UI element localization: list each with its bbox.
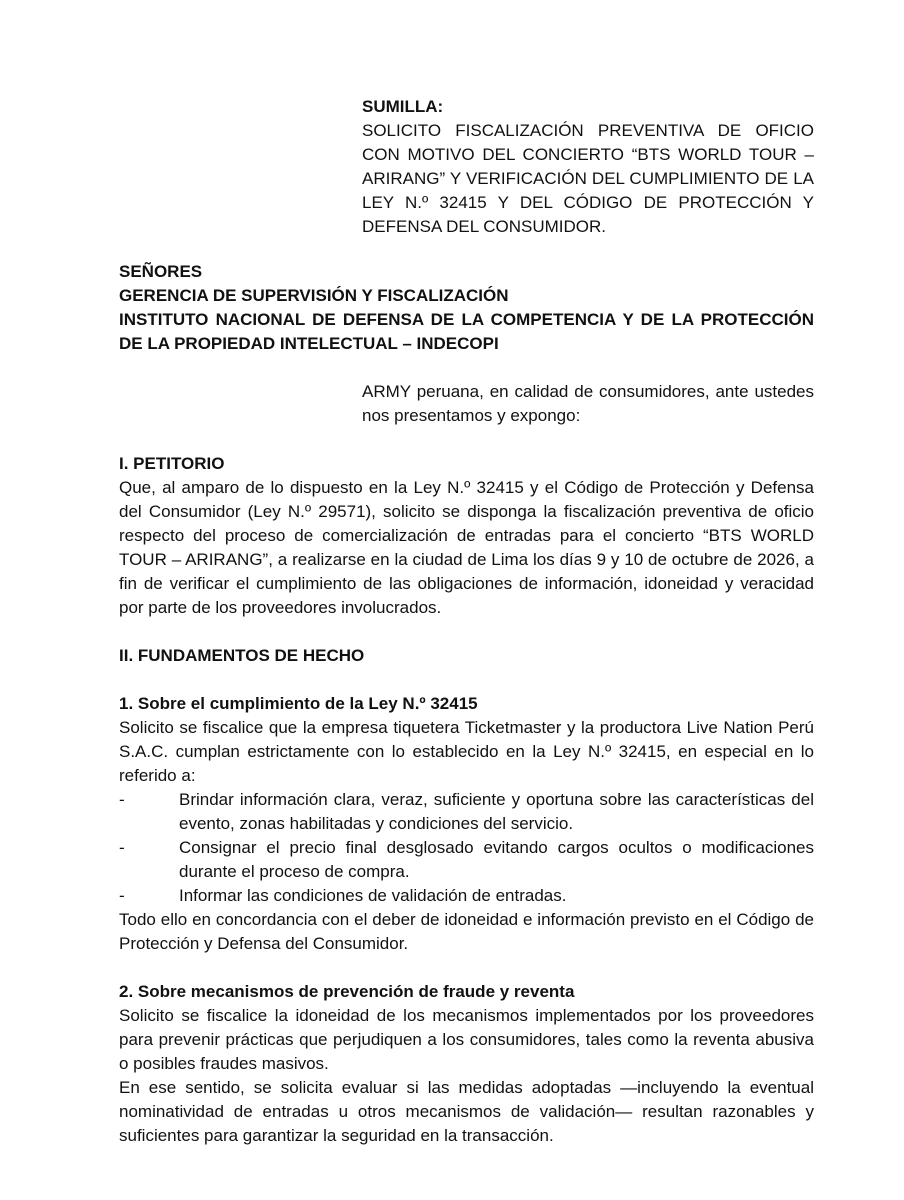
petitorio-section bbox=[119, 452, 814, 620]
section-2-paragraph-2: En ese sentido, se solicita evaluar si las medidas adoptadas —incluyendo la eventual nominatividad de entradas u otros mecanismos de validación— resultan razonables y suficientes para garantizar la seguridad en la transacción. bbox=[119, 1078, 814, 1145]
bullet-text: Consignar el precio final desglosado evitando cargos ocultos o modificaciones durante el proceso de compra. bbox=[179, 838, 814, 881]
intro-paragraph: ARMY peruana, en calidad de consumidores, ante ustedes nos presentamos y expongo: bbox=[362, 382, 814, 425]
section-1-closing: Todo ello en concordancia con el deber de idoneidad e información previsto en el Código de Protección y Defensa del Consumidor. bbox=[119, 910, 814, 953]
bullet-text: Informar las condiciones de validación de entradas. bbox=[179, 886, 567, 905]
sumilla-text: SOLICITO FISCALIZACIÓN PREVENTIVA DE OFICIO CON MOTIVO DEL CONCIERTO “BTS WORLD TOUR – ARIRANG” Y VERIFICACIÓN DEL CUMPLIMIENTO DE LA LEY N.º 32415 Y DEL CÓDIGO DE PROTECCIÓN Y DEFENSA DEL CONSUMIDOR. bbox=[362, 121, 814, 236]
bullet-text: Brindar información clara, veraz, suficiente y oportuna sobre las características del evento, zonas habilitadas y condiciones del servicio. bbox=[179, 790, 814, 833]
section-2 bbox=[119, 980, 814, 1148]
addressee-line-1: SEÑORES bbox=[119, 262, 203, 281]
sumilla-block bbox=[362, 95, 814, 239]
bullet-dash: - bbox=[119, 790, 125, 809]
section-2-paragraph-1: Solicito se fiscalice la idoneidad de los mecanismos implementados por los proveedores para prevenir prácticas que perjudiquen a los consumidores, tales como la reventa abusiva o posibles fraudes masivos. bbox=[119, 1006, 814, 1073]
section-1-heading: 1. Sobre el cumplimiento de la Ley N.º 32415 bbox=[119, 694, 478, 713]
section-2-heading: 2. Sobre mecanismos de prevención de fraude y reventa bbox=[119, 982, 575, 1001]
section-1 bbox=[119, 692, 814, 956]
bullet-dash: - bbox=[119, 838, 125, 857]
addressee-block bbox=[119, 260, 814, 356]
fundamentos-heading: II. FUNDAMENTOS DE HECHO bbox=[119, 646, 365, 665]
petitorio-text: Que, al amparo de lo dispuesto en la Ley N.º 32415 y el Código de Protección y Defensa del Consumidor (Ley N.º 29571), solicito se disponga la fiscalización preventiva de oficio respecto del proceso de comercialización de entradas para el concierto “BTS WORLD TOUR – ARIRANG”, a realizarse en la ciudad de Lima los días 9 y 10 de octubre de 2026, a fin de verificar el cumplimiento de las obligaciones de información, idoneidad y veracidad por parte de los proveedores involucrados. bbox=[119, 478, 814, 617]
sumilla-heading: SUMILLA: bbox=[362, 97, 444, 116]
document-body bbox=[119, 260, 814, 1148]
bullet-dash: - bbox=[119, 886, 125, 905]
list-item bbox=[119, 884, 814, 908]
list-item bbox=[119, 788, 814, 836]
addressee-line-2: GERENCIA DE SUPERVISIÓN Y FISCALIZACIÓN bbox=[119, 286, 509, 305]
addressee-line-3: INSTITUTO NACIONAL DE DEFENSA DE LA COMPETENCIA Y DE LA PROTECCIÓN DE LA PROPIEDAD INTELECTUAL – INDECOPI bbox=[119, 310, 814, 353]
list-item bbox=[119, 836, 814, 884]
section-1-intro: Solicito se fiscalice que la empresa tiquetera Ticketmaster y la productora Live Nation Perú S.A.C. cumplan estrictamente con lo establecido en la Ley N.º 32415, en especial en lo referido a: bbox=[119, 718, 814, 785]
petitorio-heading: I. PETITORIO bbox=[119, 454, 225, 473]
